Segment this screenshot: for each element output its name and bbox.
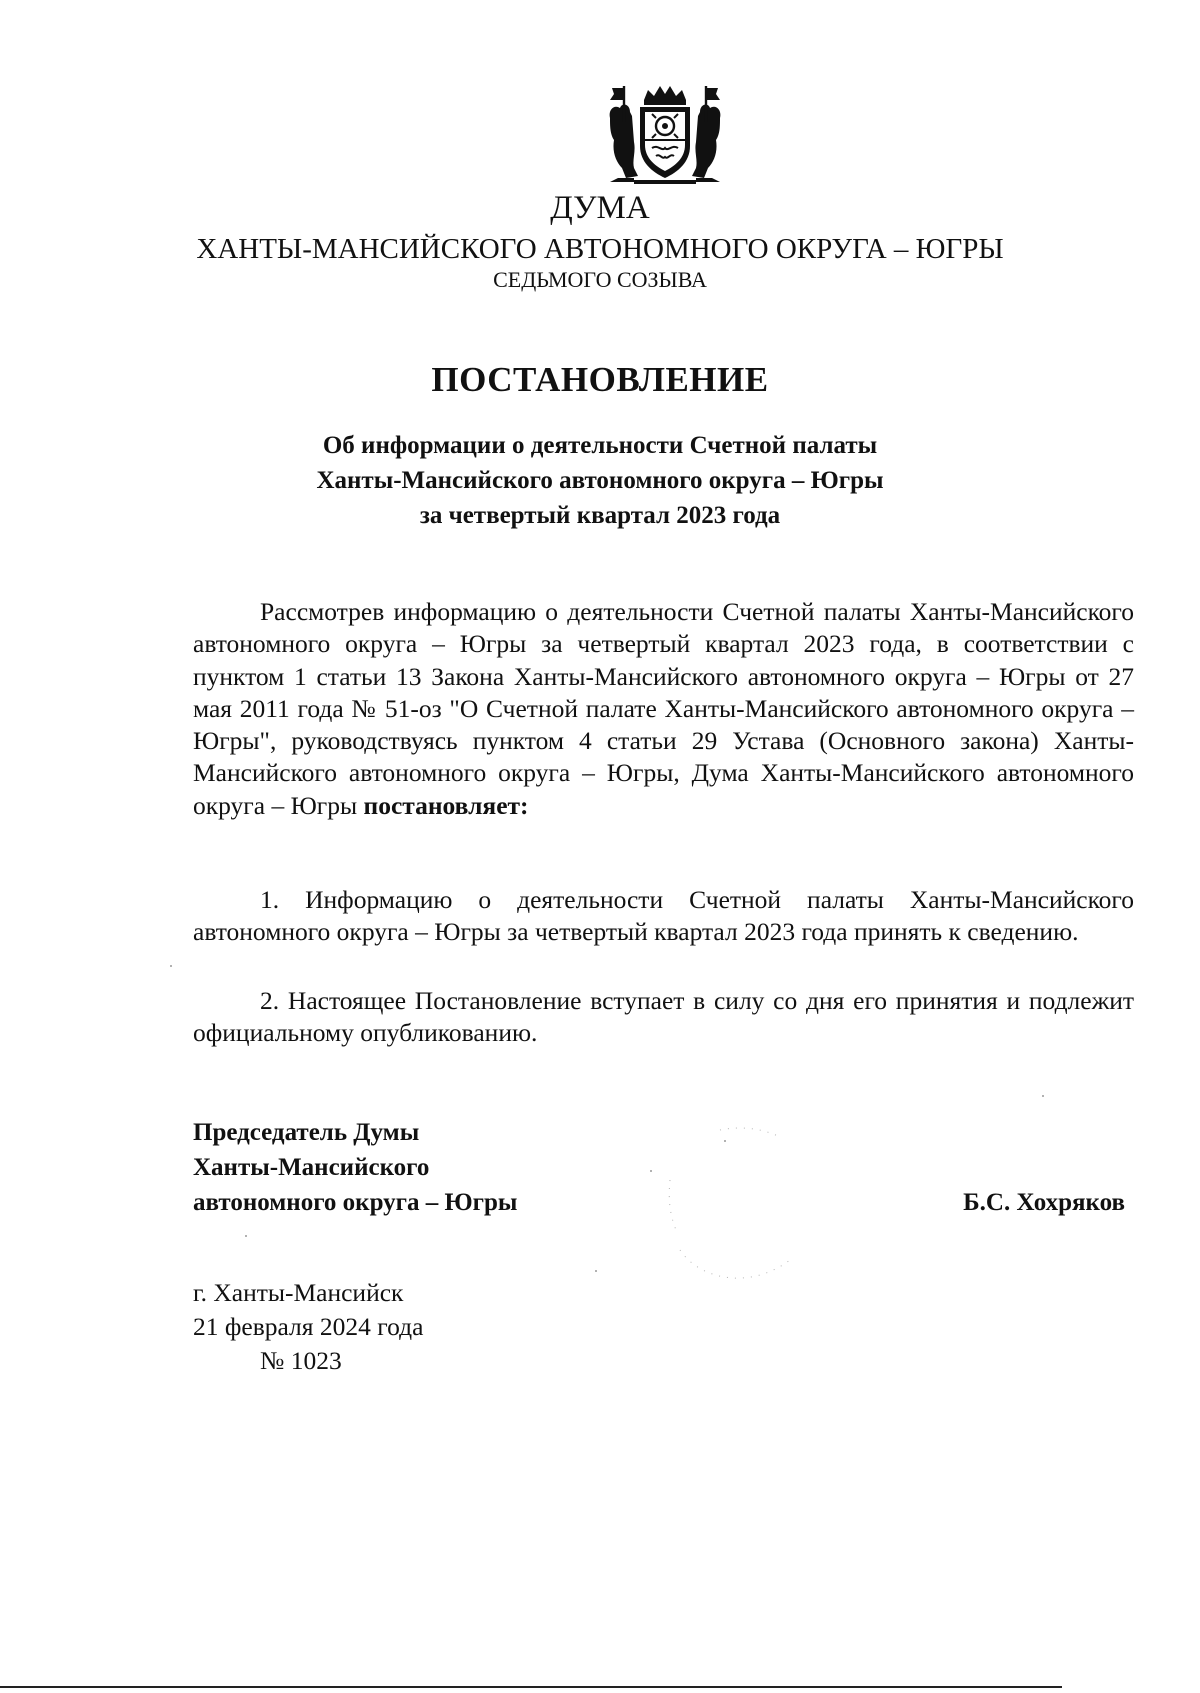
preamble-text: Рассмотрев информацию о деятельности Счетной палаты Ханты-Мансийского автономного округа – Югры за четвертый квартал 2023 года, в соответствии с пунктом 1 статьи 13 Закона Ханты-Мансийского автономного округа – Югры от 27 мая 2011 года № 51-оз "О Счетной палате Ханты-Мансийского автономного округа – Югры", руководствуясь пунктом 4 статьи 29 Устава (Основного закона) Ханты-Мансийского автономного округа – Югры, Дума Ханты-Мансийского автономного округа – Югры <box>193 597 1134 820</box>
scan-speck <box>650 1170 652 1172</box>
preamble-paragraph <box>193 596 1134 822</box>
subject-line: за четвертый квартал 2023 года <box>419 502 781 529</box>
item-text: Информацию о деятельности Счетной палаты Ханты-Мансийского автономного округа – Югры за четвертый квартал 2023 года принять к сведению. <box>193 885 1134 947</box>
document-type-title: ПОСТАНОВЛЕНИЕ <box>431 360 769 399</box>
item-number: 2. <box>260 986 280 1015</box>
signer-name: Б.С. Хохряков <box>963 1189 1125 1216</box>
scan-speck <box>245 1235 247 1237</box>
org-name: ДУМА <box>550 190 650 226</box>
subject-line: Ханты-Мансийского автономного округа – Югры <box>316 467 884 494</box>
signer-title-line: Ханты-Мансийского <box>193 1154 430 1181</box>
subject-line: Об информации о деятельности Счетной палаты <box>322 432 878 459</box>
org-region: ХАНТЫ-МАНСИЙСКОГО АВТОНОМНОГО ОКРУГА – ЮГРЫ <box>196 233 1004 265</box>
scan-speck <box>724 1140 726 1142</box>
resolution-item-1 <box>193 884 1134 949</box>
resolves-word: постановляет: <box>363 790 529 820</box>
signer-title <box>193 1115 517 1220</box>
signer-title-line: Председатель Думы <box>193 1119 420 1146</box>
scan-speck <box>170 965 172 967</box>
place-and-date <box>193 1276 423 1378</box>
footer-divider <box>0 1686 1062 1688</box>
document-date: 21 февраля 2024 года <box>193 1312 424 1341</box>
scan-speck <box>1042 1095 1044 1097</box>
item-text: Настоящее Постановление вступает в силу со дня его принятия и подлежит официальному опубликованию. <box>193 986 1135 1048</box>
khanty-mansi-coat-of-arms-icon <box>604 82 726 186</box>
stamp-trace-mark <box>660 1120 830 1290</box>
city: г. Ханты-Мансийск <box>193 1278 404 1307</box>
org-convocation: СЕДЬМОГО СОЗЫВА <box>493 267 707 292</box>
resolution-item-2 <box>193 985 1134 1050</box>
document-subject <box>0 428 1200 533</box>
item-number: 1. <box>260 885 280 914</box>
scan-speck <box>595 1270 597 1272</box>
signer-title-line: автономного округа – Югры <box>193 1189 518 1216</box>
document-number: № 1023 <box>260 1346 342 1375</box>
